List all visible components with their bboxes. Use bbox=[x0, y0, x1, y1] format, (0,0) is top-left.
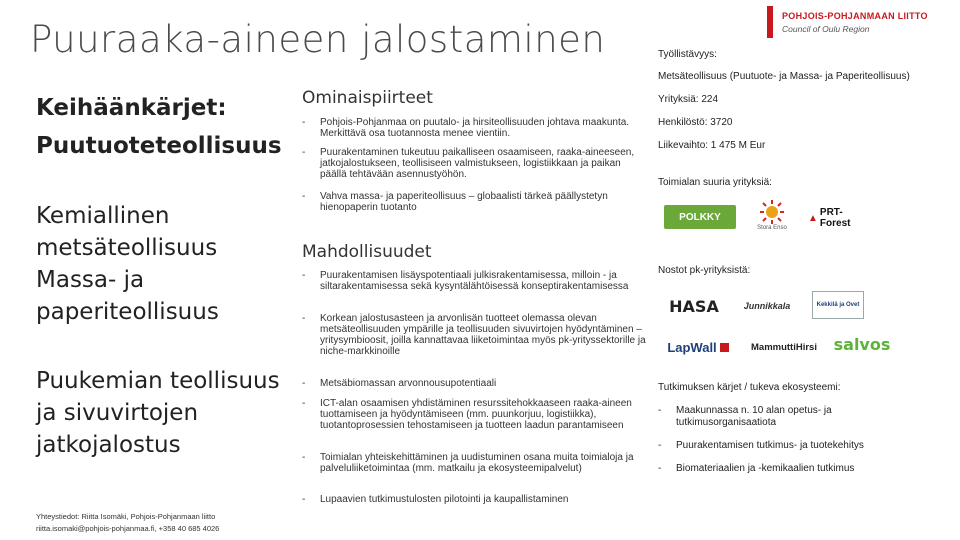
junnikkala-logo-text: Junnikkala bbox=[743, 301, 791, 311]
list-item: - Toimialan yhteiskehittäminen ja uudistuminen osana muita toimialoja ja palveluliiketoimintaa (mm. matkailu ja ekosysteemipalvelut) bbox=[302, 452, 652, 486]
contact-line: riitta.isomaki@pohjois-pohjanmaa.fi, +358 40 685 4026 bbox=[36, 524, 220, 533]
puukemian-block bbox=[36, 365, 280, 461]
sector-label: Metsäteollisuus (Puutuote- ja Massa- ja Paperiteollisuus) bbox=[658, 71, 910, 82]
puukemian-line: jatkojalostus bbox=[36, 432, 181, 458]
lapwall-mark bbox=[720, 343, 729, 352]
focus-item: Puutuoteteollisuus bbox=[36, 133, 282, 159]
list-item-text: Puurakentamisen lisäyspotentiaali julkisrakentamisessa, milloin - ja siltarakentamisessa sekä kysyntälähtöisessä konseptirakentamisessa bbox=[320, 270, 629, 292]
list-item-text: Puurakentaminen tukeutuu paikalliseen osaamiseen, raaka-aineeseen, jatkojalostukseen, teollisiseen valmistukseen, logistiikkaan ja paikan päällä tehtävään asennustyöhön. bbox=[320, 147, 635, 180]
salvos-logo-text: salvos bbox=[833, 334, 891, 354]
org-logo-subtitle: Council of Oulu Region bbox=[782, 24, 870, 34]
prt-forest-logo bbox=[808, 208, 870, 228]
kemiallinen-block bbox=[36, 200, 219, 328]
mammuttihirsi-logo bbox=[744, 339, 824, 355]
big-companies-label: Toimialan suuria yrityksiä: bbox=[658, 177, 772, 188]
list-item: - Puurakentamisen lisäyspotentiaali julkisrakentamisessa, milloin - ja siltarakentamisessa sekä kysyntälähtöisessä konseptirakentamisessa bbox=[302, 270, 652, 304]
list-item: - Pohjois-Pohjanmaa on puutalo- ja hirsiteollisuuden johtava maakunta. Merkittävä osa tuotannosta menee vientiin. bbox=[302, 117, 652, 141]
kemiallinen-line: paperiteollisuus bbox=[36, 299, 219, 325]
list-item: - Biomateriaalien ja -kemikaalien tutkimus bbox=[658, 463, 928, 476]
lapwall-logo bbox=[662, 337, 734, 357]
list-item: - Puurakentaminen tukeutuu paikalliseen osaamiseen, raaka-aineeseen, jatkojalostukseen, teollisiseen valmistukseen, logistiikkaan ja paikan päällä tehtävään asennustyöhön. bbox=[302, 147, 652, 183]
page-title: Puuraaka-aineen jalostaminen bbox=[30, 18, 606, 61]
staff-count: Henkilöstö: 3720 bbox=[658, 117, 733, 128]
revenue: Liikevaihto: 1 475 M Eur bbox=[658, 140, 766, 151]
lapwall-logo-text: LapWall bbox=[667, 339, 717, 355]
mahdollisuudet-heading: Mahdollisuudet bbox=[302, 242, 432, 262]
puukemian-line: Puukemian teollisuus bbox=[36, 368, 280, 394]
storaenso-logo bbox=[752, 196, 792, 234]
list-item-text: Metsäbiomassan arvonnousupotentiaali bbox=[320, 378, 497, 389]
list-item: - Puurakentamisen tutkimus- ja tuotekehitys bbox=[658, 440, 928, 453]
list-item-text: Lupaavien tutkimustulosten pilotointi ja kaupallistaminen bbox=[320, 494, 569, 505]
list-item-text: Vahva massa- ja paperiteollisuus – globaalisti tärkeä päällystetyn hienopaperin tuotanto bbox=[320, 191, 608, 213]
salvos-logo bbox=[832, 332, 892, 356]
ominaispiirteet-heading: Ominaispiirteet bbox=[302, 88, 433, 108]
prt-forest-logo-text: PRT-Forest bbox=[819, 207, 851, 229]
focus-label: Keihäänkärjet: bbox=[36, 95, 227, 121]
prt-arrow-icon: ▲ bbox=[808, 212, 818, 224]
list-item-text: Pohjois-Pohjanmaa on puutalo- ja hirsiteollisuuden johtava maakunta. Merkittävä osa tuotannosta menee vientiin. bbox=[320, 117, 630, 139]
kemiallinen-line: Kemiallinen bbox=[36, 203, 170, 229]
list-item-text: Maakunnassa n. 10 alan opetus- ja tutkimusorganisaatiota bbox=[676, 405, 832, 428]
hasa-logo bbox=[668, 294, 720, 318]
list-item: - Lupaavien tutkimustulosten pilotointi ja kaupallistaminen bbox=[302, 494, 652, 506]
org-logo-mark bbox=[767, 6, 773, 38]
list-item-text: Toimialan yhteiskehittäminen ja uudistuminen osana muita toimialoja ja palveluliiketoimintaa (mm. matkailu ja ekosysteemipalvelut) bbox=[320, 452, 634, 474]
kemiallinen-line: Massa- ja bbox=[36, 267, 145, 293]
storaenso-sun-icon bbox=[759, 199, 785, 225]
sme-label: Nostot pk-yrityksistä: bbox=[658, 265, 751, 276]
list-item: - Korkean jalostusasteen ja arvonlisän tuotteet olemassa olevan metsäteollisuuden ympärille ja teollisuuden sivuvirtojen hyödyntäminen – yritysymbioosit, joilla kannattavaa liiketoimintaa myös pk-yrityssektorille ja niche-markkinoille bbox=[302, 313, 652, 369]
list-item: - Vahva massa- ja paperiteollisuus – globaalisti tärkeä päällystetyn hienopaperin tuotanto bbox=[302, 191, 652, 215]
tyollisyys-label: Työllistävyys: bbox=[658, 49, 717, 60]
list-item-text: ICT-alan osaamisen yhdistäminen resurssitehokkaaseen raaka-aineen tuottamiseen ja hyödyntämiseen (mm. puunkorjuu, logistiikka), tuotantoprosessien tehostamiseen ja tuotteen laadun parantamiseen bbox=[320, 398, 632, 431]
companies-count: Yrityksiä: 224 bbox=[658, 94, 719, 105]
contact-info bbox=[36, 511, 219, 535]
kemiallinen-line: metsäteollisuus bbox=[36, 235, 218, 261]
kekkila-logo bbox=[812, 291, 864, 319]
list-item-text: Biomateriaalien ja -kemikaalien tutkimus bbox=[676, 463, 855, 474]
polkky-logo-text: POLKKY bbox=[679, 211, 721, 223]
list-item: - ICT-alan osaamisen yhdistäminen resurssitehokkaaseen raaka-aineen tuottamiseen ja hyödyntämiseen (mm. puunkorjuu, logistiikka), tuotantoprosessien tehostamiseen ja tuotteen laadun parantamiseen bbox=[302, 398, 652, 444]
list-item: - Metsäbiomassan arvonnousupotentiaali bbox=[302, 378, 652, 390]
junnikkala-logo bbox=[735, 298, 799, 314]
list-item: - Maakunnassa n. 10 alan opetus- ja tutkimusorganisaatiota bbox=[658, 405, 868, 431]
research-label: Tutkimuksen kärjet / tukeva ekosysteemi: bbox=[658, 382, 841, 393]
mammuttihirsi-logo-text: MammuttiHirsi bbox=[751, 341, 817, 353]
list-item-text: Korkean jalostusasteen ja arvonlisän tuotteet olemassa olevan metsäteollisuuden ympärille ja teollisuuden sivuvirtojen hyödyntäminen – yritysymbioosit, joilla kannattavaa liiketoimintaa myös pk-yrityssektorille ja niche-markkinoille bbox=[320, 313, 646, 357]
org-logo-name: POHJOIS-POHJANMAAN LIITTO bbox=[782, 11, 928, 21]
contact-line: Yhteystiedot: Riitta Isomäki, Pohjois-Pohjanmaan liitto bbox=[36, 512, 216, 521]
hasa-logo-text: HASA bbox=[669, 296, 719, 316]
puukemian-line: ja sivuvirtojen bbox=[36, 400, 199, 426]
kekkila-logo-text: Kekkilä ja Ovet bbox=[816, 302, 860, 308]
list-item-text: Puurakentamisen tutkimus- ja tuotekehitys bbox=[676, 440, 864, 451]
polkky-logo bbox=[664, 205, 736, 229]
storaenso-logo-text: Stora Enso bbox=[757, 225, 787, 231]
